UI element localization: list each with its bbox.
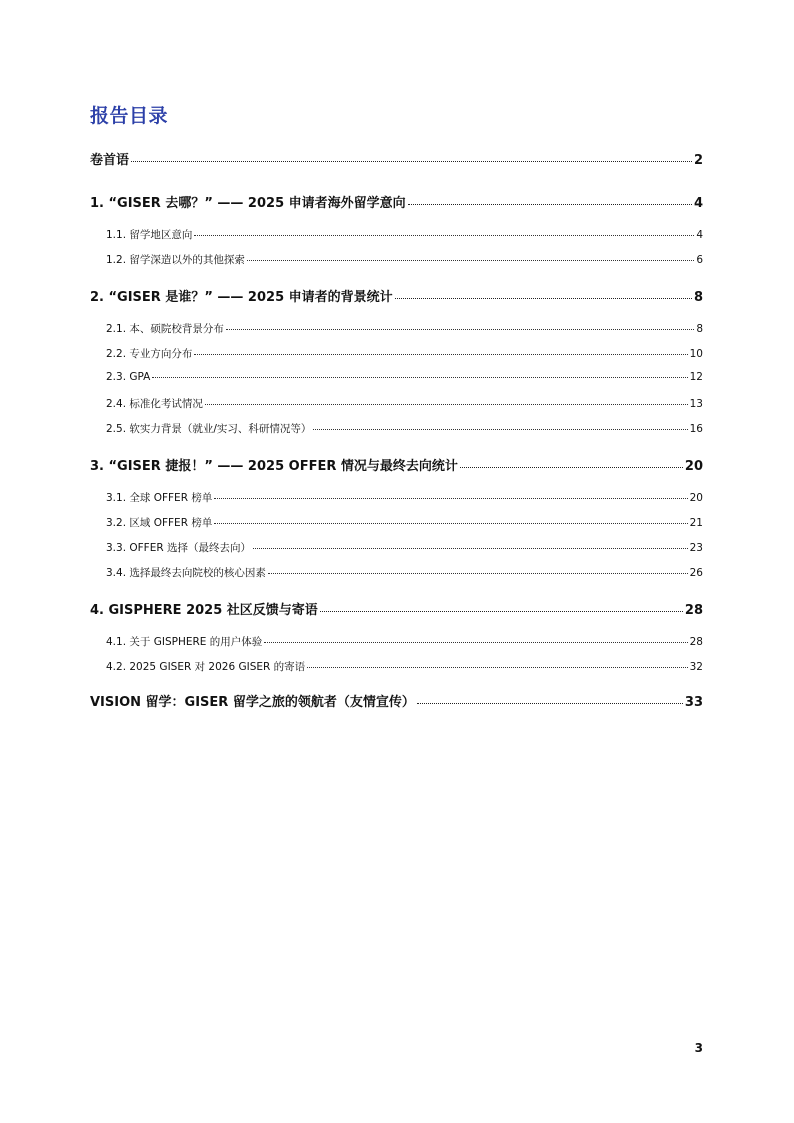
page-number: 3 [694,1041,703,1055]
toc-entry-label: 4. GISPHERE 2025 社区反馈与寄语 [90,603,318,618]
toc-entry-label: 2.2. 专业方向分布 [106,348,193,360]
dot-leader [268,572,688,574]
toc-entry-page: 2 [693,153,703,168]
toc-entry-label: 1.2. 留学深造以外的其他探索 [106,254,245,266]
toc-entry-label: 2. “GISER 是谁？” —— 2025 申请者的背景统计 [90,290,393,305]
toc-entry-page: 4 [693,196,703,211]
toc-entry-label: 3.4. 选择最终去向院校的核心因素 [106,567,266,579]
toc-entry-page: 4 [696,229,703,241]
toc-entry-label: VISION 留学：GISER 留学之旅的领航者（友情宣传） [90,695,415,710]
toc-entry-page: 12 [689,371,703,383]
toc-entry-section-4[interactable] [90,599,703,618]
toc-entry-page: 6 [696,254,703,266]
toc-entry-section-1-2[interactable] [106,252,703,267]
page-title: 报告目录 [90,105,169,127]
toc-entry-vision[interactable] [90,691,703,710]
toc-entry-section-3[interactable] [90,455,703,474]
dot-leader [214,497,687,499]
dot-leader [417,702,683,704]
dot-leader [226,328,694,330]
toc-entry-page: 8 [693,290,703,305]
toc-entry-section-2-5[interactable] [106,421,703,436]
toc-entry-label: 3.1. 全球 OFFER 榜单 [106,492,213,504]
toc-entry-page: 32 [689,661,703,673]
dot-leader [408,203,692,205]
toc-entry-section-3-1[interactable] [106,490,703,505]
toc-entry-label: 3. “GISER 捷报！” —— 2025 OFFER 情况与最终去向统计 [90,459,458,474]
dot-leader [307,666,687,668]
dot-leader [253,547,688,549]
dot-leader [460,466,683,468]
toc-entry-label: 4.2. 2025 GISER 对 2026 GISER 的寄语 [106,661,306,673]
dot-leader [395,297,692,299]
dot-leader [214,522,687,524]
dot-leader [247,259,694,261]
toc-entry-section-3-4[interactable] [106,565,703,580]
dot-leader [320,610,683,612]
toc-entry-section-2-1[interactable] [106,321,703,336]
dot-leader [194,234,694,236]
dot-leader [264,641,687,643]
toc-entry-label: 3.2. 区域 OFFER 榜单 [106,517,213,529]
toc-entry-section-3-3[interactable] [106,540,703,555]
toc-entry-section-2-3[interactable] [106,371,703,383]
toc-entry-preface[interactable] [90,149,703,168]
toc-entry-page: 20 [684,459,703,474]
toc-entry-label: 2.4. 标准化考试情况 [106,398,203,410]
toc-entry-page: 16 [689,423,703,435]
toc-entry-section-2[interactable] [90,286,703,305]
toc-entry-label: 2.1. 本、硕院校背景分布 [106,323,224,335]
toc-entry-page: 26 [689,567,703,579]
toc-entry-page: 8 [696,323,703,335]
toc-entry-section-3-2[interactable] [106,515,703,530]
toc-entry-page: 28 [689,636,703,648]
toc-entry-page: 23 [689,542,703,554]
toc-entry-label: 1.1. 留学地区意向 [106,229,193,241]
toc-entry-label: 卷首语 [90,153,130,168]
toc-entry-section-2-2[interactable] [106,346,703,361]
toc-entry-label: 2.3. GPA [106,371,151,383]
toc-entry-section-1[interactable] [90,192,703,211]
toc-entry-section-1-1[interactable] [106,227,703,242]
toc-entry-page: 13 [689,398,703,410]
toc-entry-section-4-1[interactable] [106,634,703,649]
toc-entry-label: 2.5. 软实力背景（就业/实习、科研情况等） [106,423,312,435]
toc-entry-page: 28 [684,603,703,618]
toc-entry-label: 3.3. OFFER 选择（最终去向） [106,542,251,554]
toc-entry-page: 20 [689,492,703,504]
toc-entry-label: 1. “GISER 去哪？” —— 2025 申请者海外留学意向 [90,196,406,211]
dot-leader [131,160,692,162]
dot-leader [313,428,687,430]
dot-leader [205,403,688,405]
toc-entry-page: 33 [684,695,703,710]
toc-entry-page: 10 [689,348,703,360]
dot-leader [194,353,687,355]
toc-entry-label: 4.1. 关于 GISPHERE 的用户体验 [106,636,263,648]
dot-leader [152,376,687,378]
toc-entry-page: 21 [689,517,703,529]
toc-entry-section-4-2[interactable] [106,659,703,674]
toc-entry-section-2-4[interactable] [106,396,703,411]
